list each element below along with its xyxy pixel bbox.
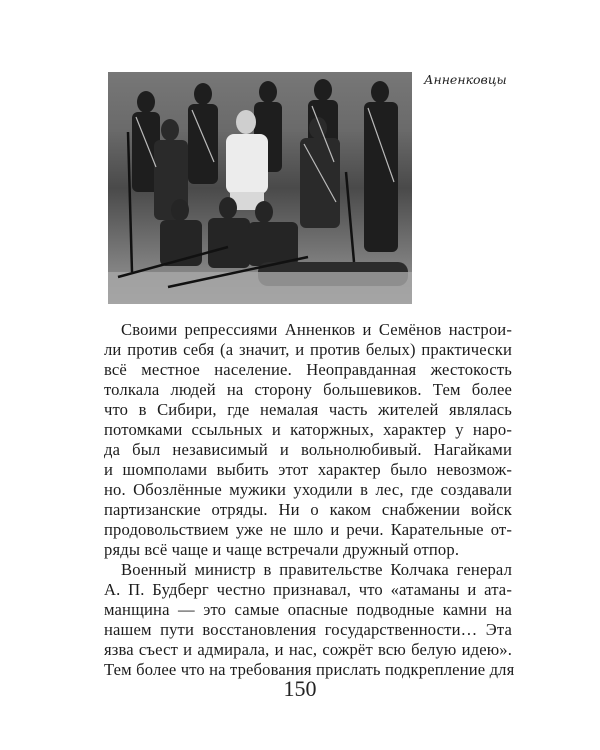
text-line: толкала людей на сторону большевиков. Тем более xyxy=(104,380,512,399)
text-line: партизанские отряды. Ни о каком снабжении войск xyxy=(104,500,512,519)
text-line: манщина — это самые опасные подводные камни на xyxy=(104,600,512,619)
text-line: Тем более что на требования прислать подкрепление для xyxy=(104,660,515,679)
text-line: но. Обозлённые мужики уходили в лес, где создавали xyxy=(104,480,512,499)
page-number: 150 xyxy=(283,676,317,701)
text-line: Военный министр в правительстве Колчака генерал xyxy=(121,560,512,579)
body-text xyxy=(104,320,515,680)
text-line: и шомполами выбить этот характер было невозмож- xyxy=(104,460,512,479)
text-line: всё местное население. Неоправданная жестокость xyxy=(104,360,512,379)
text-line: продовольствием уже не шло и речи. Карательные от- xyxy=(104,520,512,539)
text-line: что в Сибири, где немалая часть жителей являлась xyxy=(104,400,512,419)
text-line: нашем пути восстановления государственности… Эта xyxy=(104,620,512,639)
text-line: ли против себя (а значит, и против белых) практически xyxy=(104,340,512,359)
group-photo-image xyxy=(108,72,412,304)
photo-caption: Анненковцы xyxy=(424,72,507,87)
historical-photo xyxy=(108,72,412,304)
text-line: потомками ссыльных и каторжных, характер у наро- xyxy=(104,420,512,439)
text-line: да был независимый и вольнолюбивый. Нагайками xyxy=(104,440,512,459)
text-line: язва съест и адмирала, и нас, сожрёт всю белую идею». xyxy=(104,640,512,659)
text-line: ряды всё чаще и чаще встречали дружный отпор. xyxy=(104,540,460,559)
text-line: А. П. Будберг честно признавал, что «атаманы и ата- xyxy=(104,580,512,599)
text-line: Своими репрессиями Анненков и Семёнов настрои- xyxy=(121,320,512,339)
